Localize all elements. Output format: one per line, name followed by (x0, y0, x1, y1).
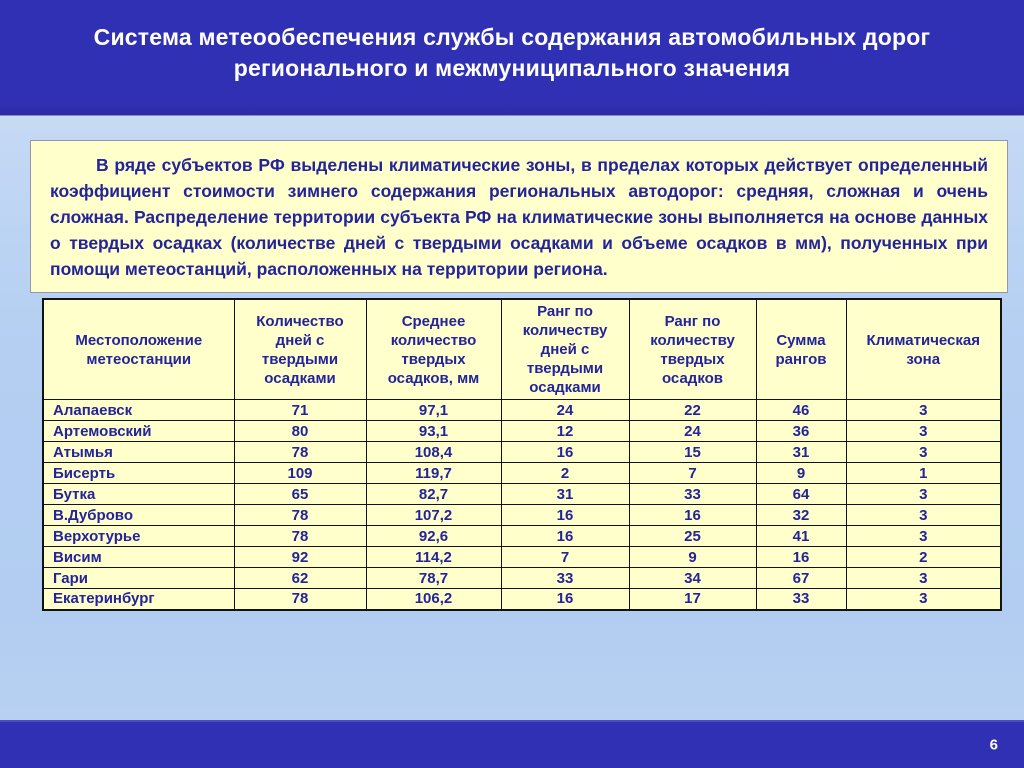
value-cell: 78 (234, 526, 366, 547)
column-header-rank-days: Ранг по количеству дней с твердыми осадками (501, 299, 629, 400)
value-cell: 9 (756, 463, 846, 484)
value-cell: 41 (756, 526, 846, 547)
value-cell: 33 (501, 568, 629, 589)
value-cell: 24 (501, 400, 629, 421)
value-cell: 36 (756, 421, 846, 442)
table-row (43, 400, 1001, 421)
value-cell: 82,7 (366, 484, 501, 505)
stations-table-body (43, 400, 1001, 610)
page-number: 6 (989, 736, 998, 754)
station-name-cell: Бутка (43, 484, 234, 505)
value-cell: 31 (756, 442, 846, 463)
station-name-cell: Верхотурье (43, 526, 234, 547)
table-header-row (43, 299, 1001, 400)
table-row (43, 526, 1001, 547)
intro-text: В ряде субъектов РФ выделены климатические зоны, в пределах которых действует определенный коэффициент стоимости зимнего содержания региональных автодорог: средняя, сложная и очень сложная. Распределение территории субъекта РФ на климатические зоны выполняется на основе данных о твердых осадках (количестве дней с твердыми осадками и объеме осадков в мм), полученных при помощи метеостанций, расположенных на территории региона. (50, 155, 988, 279)
slide-header (0, 0, 1024, 116)
value-cell: 108,4 (366, 442, 501, 463)
value-cell: 15 (629, 442, 756, 463)
value-cell: 16 (501, 505, 629, 526)
value-cell: 67 (756, 568, 846, 589)
table-row (43, 547, 1001, 568)
value-cell: 33 (756, 589, 846, 610)
station-name-cell: Екатеринбург (43, 589, 234, 610)
table-row (43, 589, 1001, 610)
station-name-cell: Артемовский (43, 421, 234, 442)
value-cell: 78,7 (366, 568, 501, 589)
value-cell: 64 (756, 484, 846, 505)
value-cell: 34 (629, 568, 756, 589)
value-cell: 2 (501, 463, 629, 484)
page-title: Система метеообеспечения службы содержания автомобильных дорог (93, 23, 931, 50)
value-cell: 31 (501, 484, 629, 505)
value-cell: 93,1 (366, 421, 501, 442)
column-header-rank-precip: Ранг по количеству твердых осадков (629, 299, 756, 400)
value-cell: 9 (629, 547, 756, 568)
value-cell: 3 (846, 442, 1001, 463)
value-cell: 3 (846, 505, 1001, 526)
table-row (43, 463, 1001, 484)
value-cell: 78 (234, 442, 366, 463)
value-cell: 16 (629, 505, 756, 526)
value-cell: 97,1 (366, 400, 501, 421)
value-cell: 119,7 (366, 463, 501, 484)
table-row (43, 505, 1001, 526)
station-name-cell: Висим (43, 547, 234, 568)
value-cell: 1 (846, 463, 1001, 484)
station-name-cell: Атымья (43, 442, 234, 463)
value-cell: 92 (234, 547, 366, 568)
table-row (43, 568, 1001, 589)
value-cell: 33 (629, 484, 756, 505)
value-cell: 107,2 (366, 505, 501, 526)
column-header-station: Местоположение метеостанции (43, 299, 234, 400)
station-name-cell: В.Дуброво (43, 505, 234, 526)
value-cell: 16 (501, 589, 629, 610)
value-cell: 3 (846, 568, 1001, 589)
value-cell: 62 (234, 568, 366, 589)
value-cell: 3 (846, 526, 1001, 547)
stations-table-header (43, 299, 1001, 400)
table-row (43, 484, 1001, 505)
station-name-cell: Бисерть (43, 463, 234, 484)
column-header-rank-sum: Сумма рангов (756, 299, 846, 400)
value-cell: 22 (629, 400, 756, 421)
value-cell: 109 (234, 463, 366, 484)
value-cell: 12 (501, 421, 629, 442)
value-cell: 92,6 (366, 526, 501, 547)
page-title-line2: регионального и межмуниципального значения (233, 54, 791, 81)
column-header-days: Количество дней с твердыми осадками (234, 299, 366, 400)
stations-table (42, 298, 1002, 611)
value-cell: 3 (846, 421, 1001, 442)
station-name-cell: Алапаевск (43, 400, 234, 421)
table-row (43, 442, 1001, 463)
station-name-cell: Гари (43, 568, 234, 589)
slide-footer (0, 720, 1024, 768)
intro-box (30, 140, 1008, 293)
value-cell: 3 (846, 484, 1001, 505)
value-cell: 3 (846, 400, 1001, 421)
value-cell: 46 (756, 400, 846, 421)
value-cell: 2 (846, 547, 1001, 568)
table-row (43, 421, 1001, 442)
value-cell: 16 (501, 526, 629, 547)
value-cell: 3 (846, 589, 1001, 610)
column-header-avg-precip: Среднее количество твердых осадков, мм (366, 299, 501, 400)
value-cell: 7 (629, 463, 756, 484)
value-cell: 78 (234, 505, 366, 526)
value-cell: 24 (629, 421, 756, 442)
value-cell: 32 (756, 505, 846, 526)
value-cell: 106,2 (366, 589, 501, 610)
value-cell: 71 (234, 400, 366, 421)
value-cell: 114,2 (366, 547, 501, 568)
value-cell: 17 (629, 589, 756, 610)
value-cell: 25 (629, 526, 756, 547)
value-cell: 16 (756, 547, 846, 568)
value-cell: 78 (234, 589, 366, 610)
value-cell: 16 (501, 442, 629, 463)
value-cell: 80 (234, 421, 366, 442)
value-cell: 65 (234, 484, 366, 505)
value-cell: 7 (501, 547, 629, 568)
column-header-climate-zone: Климатическая зона (846, 299, 1001, 400)
